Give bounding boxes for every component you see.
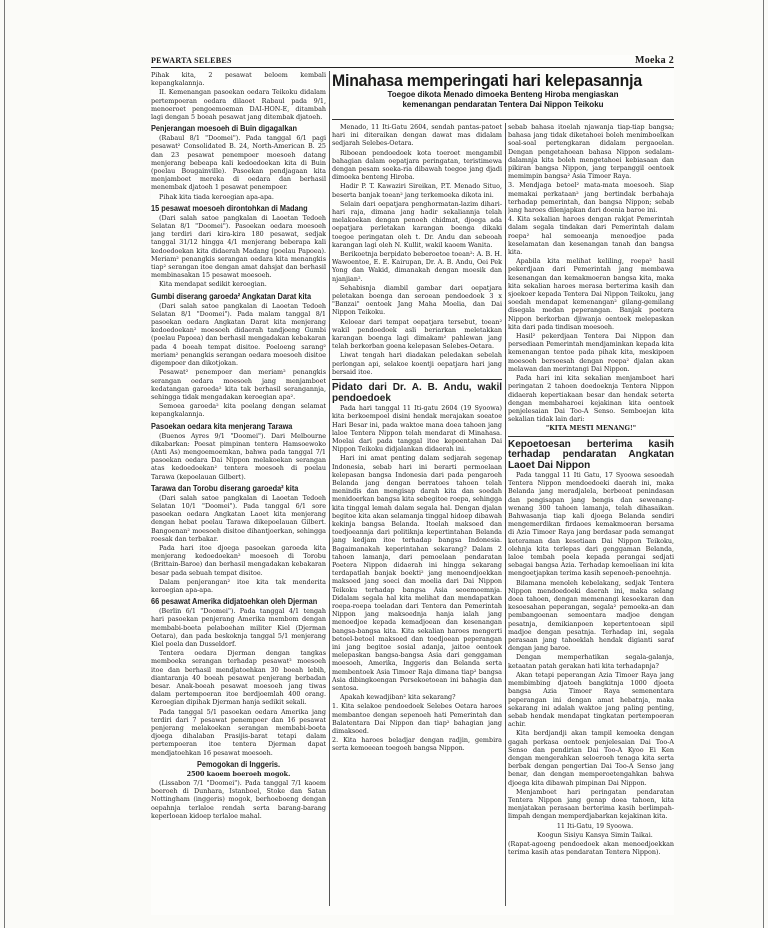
column-divider xyxy=(505,123,506,906)
main-subheadline: kemenangan pendaratan Tentera Dai Nippon Teikoku xyxy=(402,99,604,109)
article-heading: 66 pesawat Amerika didjatoehkan oleh Djerman xyxy=(151,597,318,607)
article-paragraph: Pada tanggal 5/1 pasoekan oedara Amerika jang terdiri dari 7 pesawat penempoer dan 16 pesawat penjerang melakoekan serangan membabi-boeta djoega dihalaban Prasijis-barat tetapi dalam pertempoeran itoe tentera Djerman dapat mendjatoehkan 16 pesawat moesoeh. xyxy=(151,707,326,757)
main-headline-block xyxy=(332,71,674,120)
resolution-paragraph: Kita berdjandji akan tampil kemoeka dengan gagah perkasa oentoek penjelesaian Dai Too-A Senso dan pendirian Dai Too-A Kyoo Ei Ken dengan mengerahkan seloeroeh tenaga kita serta berbak dengan pengertian Dai Too-A Senso jang benar, dan dengan memperoetengahkan bahwa djoega kita dibawah pimpinan Dai Nippon. xyxy=(508,729,674,787)
resolution-date: 11 Iti-Gatu, 19 Syoowa. xyxy=(556,821,634,830)
article-paragraph: (Rabaul 8/1 "Doomei"). Pada tanggal 6/1 pagi pesawat² Consolidated B. 24, North-American B. 25 dan 23 pesawat penempoer moesoeh datang menjerang bebeapa kali kedoedoekan kita di Buin (poelau Bougainville). Pasoekan pendjagaan kita menjamboet mereka di oedara dan berhasil menembak djatoeh 1 pesawat penempoer. xyxy=(151,134,326,192)
resolution-heading: Kepoetoesan berterima kasih terhadap pendaratan Angkatan Laoet Dai Nippon xyxy=(508,436,674,472)
article-paragraph: Kita mendapat sedikit keroegian. xyxy=(159,280,267,289)
resolution-paragraph: Pada tanggal 11 Iti Gatu, 17 Syoowa sesoedah Tentera Nippon mendoedoeki daerah ini, maka Belanda jang meradjalela, berbeoat penindasan dan pengisapan jang bengis dan sewenang-wenang 300 tahoen lamanja, telah dihasaikan. Bahwasanja tiap kali djoega Belanda sendiri mengemerdikan firdaoes kemakmoeran bersama di Azia Timoer Raya jang berdasar pada semangat keteraman dan kesetiaan Dai Nippon Teikoku, olehnja kita terlepas dari genggaman Belanda, laloe tembah poela kepada perangai sedjati sebagai bangsa Azia. Terhadap kemoeliaan ini kita mengoetjapkan terima kasih sepenoeh-penoehnja. xyxy=(508,471,674,578)
speech-continued-paragraph: Hasil² pekerdjaan Tentera Dai Nippon dan persediaan Pemerintah mendjaminkan kepada kita kemenangan tentoe pada pihak kita, meskipoen moesoeh bersoesah dengan roepa² djalan akan melawan dan merintangi Dai Nippon. xyxy=(508,332,674,373)
column-divider xyxy=(329,71,330,906)
scan-left-edge xyxy=(4,0,5,928)
article-heading: Gumbi diserang garoeda² Angkatan Darat kita xyxy=(151,291,312,301)
article-heading: Tarawa dan Torobu diserang garoeda² kita xyxy=(151,483,299,493)
article-paragraph: Pihak kita tiada keroegian apa-apa. xyxy=(159,192,274,201)
page-number: Moeka 2 xyxy=(634,55,674,66)
article-paragraph: Pesawat² penempoer dan meriam² penangkis serangan oedara moesoeh jang menjamboet kedatangan garoeda² kita tak berhasil serangannja, sehingga tidak mengadakan keroegian apa². xyxy=(151,368,326,401)
main-subheadline: Toegoe dikota Menado dimoeka Benteng Hiroba mengiaskan xyxy=(387,90,619,99)
article-paragraph: Selain dari oepatjara penghormatan-lazim dihari-hari raja, dimana jang hadir sekaliannja telah melakoekan dengan penoeh chidmat, djoega ada oepatjara perletakan karangan boenga dikaki toegoe peringatan oleh t. Dr. Andu dan sebeoah karangan lagi oleh N. Kullit, wakil kaoem Wanita. xyxy=(332,199,502,249)
speech-continued-paragraph: 4. Kita sekalian haroes dengan rakjat Pemerintah dalam segala tindakan dari Pemerintah dalam roepa² hal semoeanja menoedjoe pada keselamatan dan kesenangan tanah dan bangsa kita. xyxy=(508,215,674,257)
paper-name: PEWARTA SELEBES xyxy=(151,56,232,65)
article-heading: 15 pesawat moesoeh dirontohkan di Madang xyxy=(151,203,308,213)
article-paragraph: Sehabisnja diambil gambar dari oepatjara peletakan boenga dan seroean pendoedoek 3 x "Banzai" oentoek Jang Maha Moelia, dan Dai Nippon Teikoku. xyxy=(332,283,502,317)
intro-paragraph: II. Kemenangan pasoekan oedara Teikoku didalam pertempoeran oedara dilaoet Rabaul pada 9/1, menoeroet pengoemoeman DAI-HON-E, ditambah lagi dengan 5 boeah pesawat jang ditembak djatoeh. xyxy=(151,88,326,122)
intro-paragraph: Pihak kita, 2 pesawat beloem kembali kepangkalannja. xyxy=(151,71,326,88)
article-paragraph: (Berlin 6/1 "Doomei"). Pada tanggal 4/1 tengah hari pasoekan penjerang Amerika membom dengan membabi-boeta pelaboehan militer Kiel (Djerman Oetara), dan pada beskoknja tanggal 5/1 menjerang Kiel poela dan Dusseldorf. xyxy=(151,607,326,648)
resolution-paragraph: Akan tetapi peperangan Azia Timoer Raya jang membimbing djatoeh bangkitnja 1000 djoeta bangsa Azia Timoer Raya semenentara peperangan ini dengan amat hebatnja, maka sekarang ini adalah waktoe jang paling penting, sebab hendak mendapat tingkatan pertempoeran achir. xyxy=(508,670,674,729)
speech-continued-paragraph: 3. Mendjaga betoel² mata-mata moesoeh. Siap memakai perkataan² jang bertindak berbahaja terhadap pemerintah, dan bangsa Nippon; sebab jang haroes dilenjapkan dari doenia baroe ini. xyxy=(508,181,674,215)
resolution-paragraph: Dengan memperhatikan segala-galanja, ketaatan patah gerakan hati kita terhadapnja? xyxy=(508,653,674,670)
speech-paragraph: Apakah kewadjiban² kita sekarang? xyxy=(340,693,456,702)
speech-paragraph: Pada hari tanggal 11 Iti-gatu 2604 (19 Syoowa) kita berkoempoel disini hendak merajakan soeatoe Hari Besar ini, pada waktoe mana doea tahoen jang laloe Tentera Nippon telah mendarat di Minahasa. Moelai dari pada tanggal itoe kepoentahan Dai Nippon Teikoku didjalankan didaerah ini. xyxy=(332,404,502,454)
article-heading: Pasoekan oedara kita menjerang Tarawa xyxy=(151,421,293,431)
article-paragraph: (Dari salah satoe pangkalan di Laoetan Tedoeh Selatan 8/1 "Doomei"). Pasoekan oedara moesoeh jang terdiri dari kira-kira 180 pesawat, sedjak tanggal 31/12 hingga 4/1 menjerang beberapa kali kedoedoekan kita didaerah Madang (poelau Papoea). Meriam² penangkis serangan oedara kita menangkis tiap² serangan itoe dengan amat dahsjat dan berhasil membinasakan 15 pesawat moesoeh. xyxy=(151,213,326,280)
speech-continued-paragraph: Pada hari ini kita sekalian menjamboet hari peringatan 2 tahoen doedoeknja Tentera Nippon didaerah kepertiakaan besar dan hendak seterta dengan membaharoei kejakinan kita oentoek penjelesaian Dai Too-A Senso. Semboejan kita sekalian tidak lain dari: xyxy=(508,374,674,424)
article-paragraph: Riboean pendoedoek kota toeroet mengambil bahagian dalam oepatjara peringatan, teristimewa dengan pesam soeka-ria dibawah toegoe jang djadi dimoeka benteng Hiroba. xyxy=(332,148,502,182)
article-paragraph: Liwat tengah hari diadakan peledakan sebelah perlongan api, selakoe koentji oepatjara hari jang bersaid itoe. xyxy=(332,351,502,376)
article-heading: Pemogokan di Inggeris. xyxy=(196,759,281,769)
slogan: "KITA MESTI MENANG!" xyxy=(545,424,637,433)
article-paragraph: Keloear dari tempat oepatjara tersebut, toean² wakil pendoedoek asli beriarkan meletakkan karangan boenga lagi dimakam² pahlewan jang telah berkorban goena kelepasan Selebes-Oetara. xyxy=(332,317,502,351)
resolution-signature: Koogun Sisiyu Kansya Simin Taikai. xyxy=(537,830,653,839)
article-paragraph: Hadir P. T. Kawaziri Sireikan, P.T. Menado Situo, beserta banjak toean² jang terkemoeka dikota ini. xyxy=(332,182,502,199)
article-paragraph: Menado, 11 Iti-Gatu 2604, sendah pantas-patoet hari ini diteraikan dengan dawat mas didalam sedjarah Selebes-Oetara. xyxy=(332,123,502,148)
speech-continued-paragraph: sebab bahasa itoelah njawanja tiap-tiap bangsa; bahasa jang tidak diketahoei boleh menimboelkan soal-soal pertengkaran didalam pergaoelan. Dengan pengetahoean bahasa Nippon sedalam-dalamnja kita boleh mengetahoei kebiasaan dan pikiran bangsa Nippon, jang terpanggil oentoek memimpin bangsa² Asia Timoer Raya. xyxy=(508,123,674,181)
column-right xyxy=(508,123,674,913)
article-subheading: 2500 kaoem boeroeh mogok. xyxy=(186,769,291,778)
article-paragraph: Dalam penjerangan² itoe kita tak menderita keroegian apa-apa. xyxy=(151,577,326,594)
article-heading: Penjerangan moesoeh di Buin digagalkan xyxy=(151,124,298,134)
column-middle xyxy=(332,123,502,913)
resolution-closing: (Rapat-agoeng pendoedoek akan menoedjoekkan terima kasih atas pendaratan Tentera Nippon). xyxy=(508,839,674,857)
column-left xyxy=(151,71,326,911)
newspaper-page xyxy=(151,55,674,915)
page-header xyxy=(151,55,674,68)
speech-heading: Pidato dari Dr. A. B. Andu, wakil pendoedoek xyxy=(332,379,502,404)
resolution-paragraph: Menjamboet hari peringatan pendaratan Tentera Nippon jang genap doea tahoen, kita menjatakan perasaan berterima kasih berlimpah-limpah dengan memperdjabarkan kejakinan kita. xyxy=(508,787,674,821)
article-paragraph: Pada hari itoe djoega pasoekan garoeda kita menjerang kedoedoekan² moesoeh di Torobu (Brittain-Baroe) dan berhasil mengadakan kebakaran besar pada sebuah tempat disitoe. xyxy=(151,543,326,577)
scan-right-edge xyxy=(763,0,764,928)
speech-paragraph: 1. Kita selakoe pendoedoek Selebes Oetara haroes membantoe dengan sepenoeh hati Pemerintah dan Balatentara Dai Nippon dan tiap² bahagian jang dimaksoed. xyxy=(332,702,502,736)
article-paragraph: (Dari salah satoe pangkalan di Laoetan Tedoeh Selatan 10/1 "Doomei"). Pada tanggal 6/1 sore pasoekan oedara Angkatan Laoet kita menjerang dengan hebat poelau Tarawa dikepoelauan Gilbert. Bangoenan² moesoeh disitoe dihantjoerkan, sehingga roesak dan terbakar. xyxy=(151,493,326,543)
article-paragraph: (Dari salah satoe pangkalan di Laoetan Tedoeh Selatan 8/1 "Doomei"). Pada malam tanggal 8/1 pasoekan oedara Angkatan Darat kita menjerang kedoedoekan² moesoeh didaerah tandjoeng Gumbi (poelau Papoea) dan berhasil mengadakan kebakaran pada 4 boeah tempat disitoe. Poeloeng sarang² meriam² penangkis serangan oedara moesoeh disitoe digempoer dan dikotjokan. xyxy=(151,301,326,368)
article-paragraph: Tentera oedara Djerman dengan tangkas memboeka serangan terhadap pesawat² moesoeh itoe dan berhasil mendjatoehkan 30 boeah lebih, diantaranja 40 boeah pesawat penjerang berbadan besar. Anak-boeah pesawat moesoeh jang tiwas dalam pertempoeran itoe berdjoemlah 400 orang. Keroegian dipihak Djerman hanja sedikit sekali. xyxy=(151,649,326,707)
main-headline: Minahasa memperingati hari kelepasannja xyxy=(332,71,642,90)
article-paragraph: (Buenos Ayres 9/1 "Doomei"). Dari Melbourne dikabarkan: Poesat pimpinan tentera Hamsoewoko (Anti As) mengoemoemkan, bahwa pada tanggal 7/1 pasoekan oedara Dai Nippon melakoekan serangan atas kedoedoekan² tentera moesoeh di poelau Tarawa (kepoelauan Gilbert). xyxy=(151,431,326,481)
speech-continued-paragraph: Apabila kita melihat keliling, roepa² hasil pekerdjaan dari Pemerintah jang membawa kesenangan dan kemakmoeran bangsa kita, maka kita sekalian haroes merasa berterima kasih dan sjoekoer kepada Tentera Dai Nippon Teikoku, jang soedah mendapat kemenangan² gilang-gemilang disegala medan peperangan. Banjak poetera Nippon berkorban djiwanja oentoek melepaskan kita dari pada tindisan moesoeh. xyxy=(508,257,674,331)
article-paragraph: Semoea garoeda² kita poelang dengan selamat kepangkalannja. xyxy=(151,402,326,419)
article-paragraph: Berikoetnja berpidato beberoetoe toean²: A. B. H. Wawoentoe, E. E. Kairupan, Dr. A. B. Andu, Oei Pek Yong dan Wakid, dimanakah dengan moesik dan njanjian². xyxy=(332,250,502,283)
speech-paragraph: Hari ini amat penting dalam sedjarah segenap Indonesia, sebab hari ini berarti permoelaan kelepasan bangsa Indonesia dari pada pengaroeh Belanda jang dengan berratoes tahoen telah menindis dan mengisap darah kita dan soedah menidoerkan bangsa kita sebegitoe roepa, sehingga kita tinggal lemah dalam segala hal. Dengan djalan begitoe kita akan selamanja tinggal hidoep dibawah kekinja bangsa Belanda. Itoelah maksoed dan toedjoeannja dari politiknja kepertintahan Belanda jang kedjam itoe terhadap bangsa Indonesia. Bagaimanakah keperintahan sekarang? Dalam 2 tahoen lamanja, dari pemoelaan pendaratan Poetera Nippon didaerah ini hingga sekarang terdapatlah banjak boekti² jang menoendjoekkan maksoed jang soeci dan moelia dari Dai Nippon Teikoku terhadap bangsa Asia seoemoemnja. Didalam segala hal kita melihat dan mendapatkan roepa-roepa toeladan dari Tentera dan Pemerintah Nippon jang maksoednja hanja ialah jang menoedjoe kepada kemadjoean dan kesenangan bangsa-bangsa kita. Kita sekalian haroes mengerti betoel-betoel maksoed dan toedjoean peperangan ini jang begitoe sosial adanja, jaitoe oentoek melepaskan bangsa-bangsa Asia dari genggaman moesoeh, Amerika, Inggeris dan Belanda serta membentoek Asia Timoer Raja dimana tiap² bangsa Asia dibingkoengan Persekoetoean ini bahagia dan sentosa. xyxy=(332,454,502,692)
article-paragraph: (Lissabon 7/1 "Doomei"). Pada tanggal 7/1 kaoem boeroeh di Dunhara, Istanboel, Stoke dan Satan Nottingham (inggeris) mogok, berhoeboeng dengan oepahnja terlaloe rendah serta barang-barang keperloean kidoep terlaloe mahal. xyxy=(151,779,326,820)
speech-paragraph: 2. Kita haroes beladjar dengan radjin, gembira serta kemoeean toegoeh bangsa Nippon. xyxy=(332,736,502,753)
resolution-paragraph: Bilamana menoleh kebelakang, sedjak Tentera Nippon mendoedoeki daerah ini, maka selang doea tahoen, dengan memenangi kesoekaran dan kesoesahan peperangan, segala² pemoeka-an dan pembangoenan semoentara madjoe dengan pesatnja, demikianpoen kepertentoean sipil madjoe dengan pesatnja. Terhadap ini, segala perasaan jang tahoeklah hendak digianti saraf dengan jang baroe. xyxy=(508,578,674,653)
